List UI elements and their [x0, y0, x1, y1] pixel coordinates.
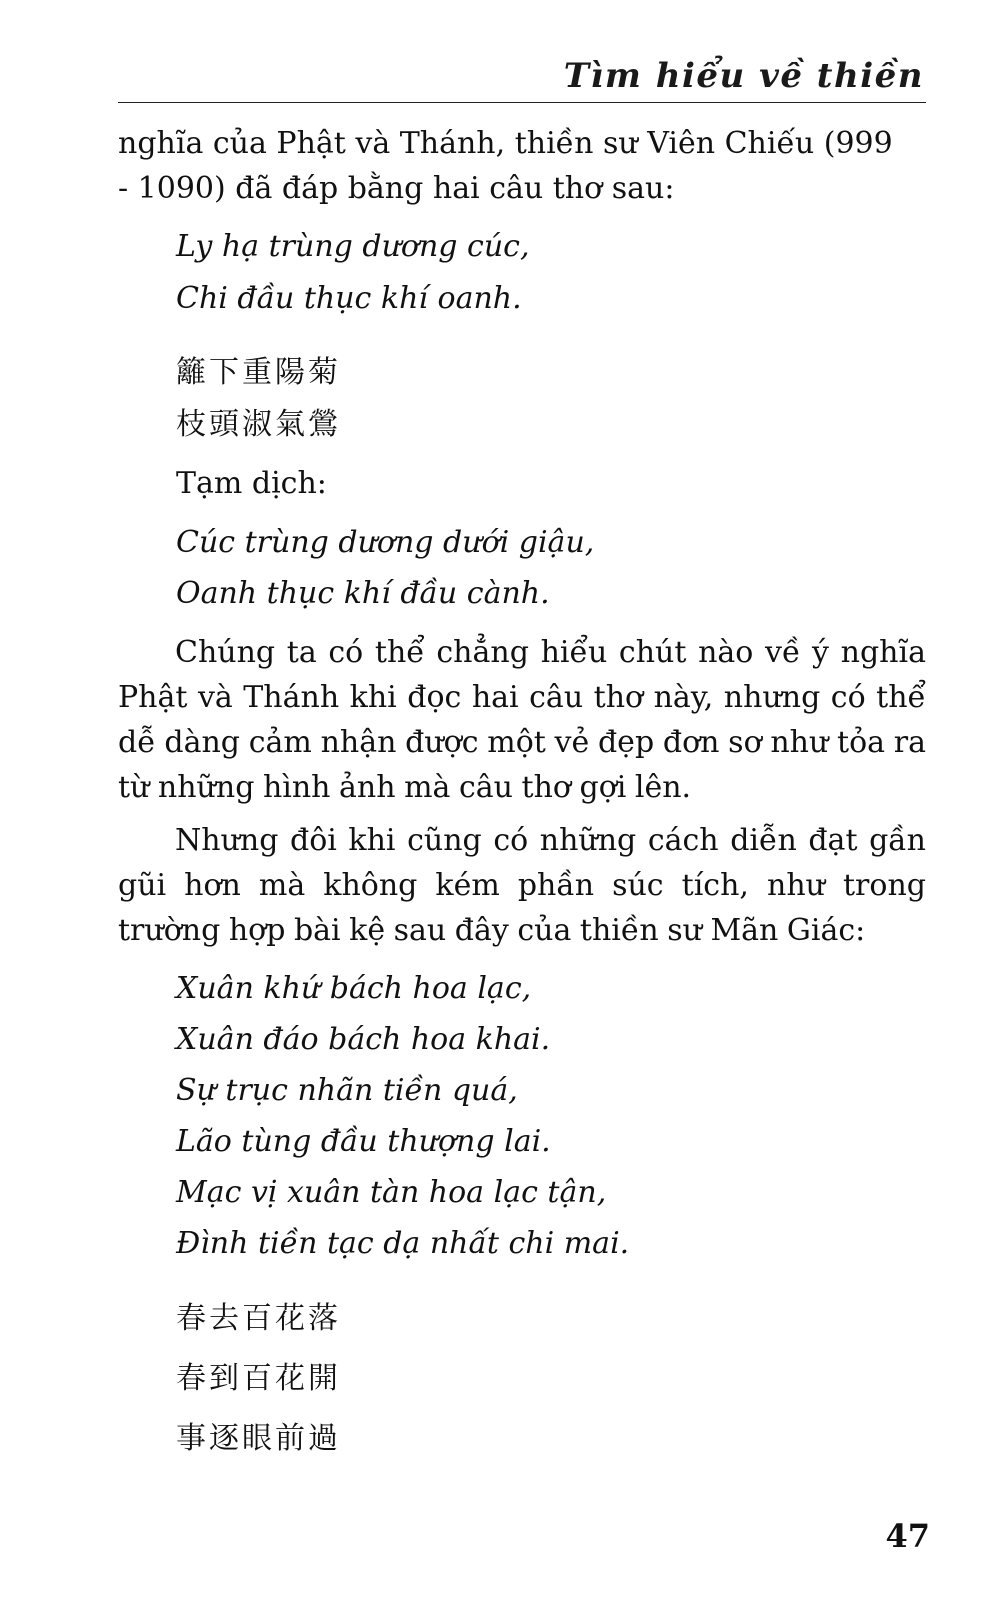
han-verse-1-line-1: 籬下重陽菊 — [176, 355, 341, 390]
paragraph-3: Nhưng đôi khi cũng có những cách diễn đạt gần gũi hơn mà không kém phần súc tích, như trong trường hợp bài kệ sau đây của thiền sư Mãn Giác: — [118, 823, 926, 948]
poem-2-line-5: Mạc vị xuân tàn hoa lạc tận, — [176, 1175, 607, 1210]
running-header — [118, 50, 926, 103]
paragraph-1-line-2: - 1090) đã đáp bằng hai câu thơ sau: — [118, 171, 675, 206]
translation-line-1: Cúc trùng dương dưới giậu, — [176, 525, 595, 560]
poem-2-line-2: Xuân đáo bách hoa khai. — [176, 1022, 551, 1057]
paragraph-1-line-1: nghĩa của Phật và Thánh, thiền sư Viên Chiếu (999 — [118, 126, 893, 161]
poem-2-line-4: Lão tùng đầu thượng lai. — [176, 1124, 551, 1159]
poem-2-line-6: Đình tiền tạc dạ nhất chi mai. — [176, 1226, 630, 1261]
translation-label: Tạm dịch: — [176, 466, 327, 501]
poem-2-line-3: Sự trục nhãn tiền quá, — [176, 1073, 518, 1108]
han-verse-1-line-2: 枝頭淑氣鶯 — [176, 407, 341, 442]
han-verse-2-line-1: 春去百花落 — [176, 1301, 341, 1336]
paragraph-2: Chúng ta có thể chẳng hiểu chút nào về ý nghĩa Phật và Thánh khi đọc hai câu thơ này, nhưng có thể dễ dàng cảm nhận được một vẻ đẹp đơn sơ như tỏa ra từ những hình ảnh mà câu thơ gợi lên. — [118, 635, 926, 805]
translation-line-2: Oanh thục khí đầu cành. — [176, 576, 550, 611]
poem-1-line-1: Ly hạ trùng dương cúc, — [176, 229, 530, 264]
running-title: Tìm hiểu về thiền — [563, 56, 924, 96]
han-verse-2-line-3: 事逐眼前過 — [176, 1421, 341, 1456]
page-number: 47 — [885, 1517, 930, 1555]
poem-2-line-1: Xuân khứ bách hoa lạc, — [176, 971, 532, 1006]
han-verse-2-line-2: 春到百花開 — [176, 1361, 341, 1396]
poem-1-line-2: Chi đầu thục khí oanh. — [176, 281, 522, 316]
